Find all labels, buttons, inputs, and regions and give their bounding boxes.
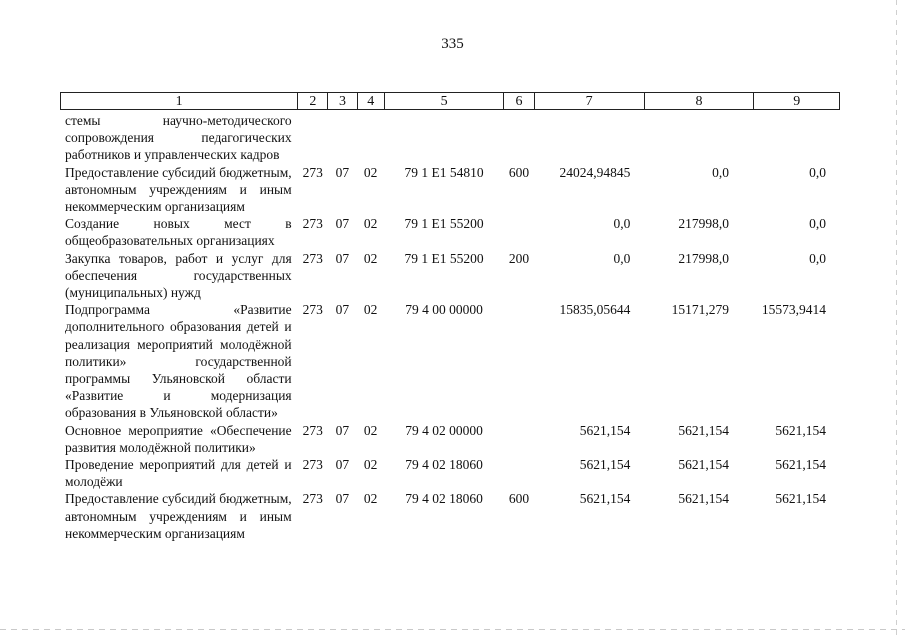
row-c7-cell: 15835,05644 xyxy=(559,302,631,318)
row-c8-cell: 0,0 xyxy=(712,164,729,180)
row-c4-cell: 02 xyxy=(363,216,378,232)
row-c2-cell: 273 xyxy=(302,164,323,180)
row-c6-cell xyxy=(504,456,534,490)
header-col-3: 3 xyxy=(328,93,357,109)
header-col-1: 1 xyxy=(61,93,298,109)
row-c7-cell: 0,0 xyxy=(613,250,631,266)
row-c4-cell: 02 xyxy=(363,250,378,266)
row-c9-cell: 15573,9414 xyxy=(761,302,826,318)
row-c4-cell xyxy=(357,112,384,164)
header-col-9: 9 xyxy=(793,94,801,109)
scan-edge-bottom xyxy=(0,629,905,630)
row-c4-cell: 02 xyxy=(363,422,378,438)
row-c7-cell: 5621,154 xyxy=(579,422,631,438)
header-col-4: 4 xyxy=(358,93,385,109)
table-row xyxy=(60,456,840,490)
row-c3-cell: 07 xyxy=(335,422,350,438)
row-c4-cell: 02 xyxy=(363,164,378,180)
row-c7-cell: 24024,94845 xyxy=(559,164,631,180)
row-c4-cell: 02 xyxy=(363,302,378,318)
row-c8-cell: 217998,0 xyxy=(678,250,729,266)
row-c8-cell xyxy=(644,112,755,164)
page-number: 335 xyxy=(441,36,464,52)
row-c4-cell: 02 xyxy=(363,457,378,473)
row-name-cell: Подпрограмма «Развитие дополнительного образования детей и реализация мероприятий молодёжной политики» государственной программы Ульяновской области «Развитие и модернизация образования в Ульяновской области» xyxy=(65,302,292,421)
header-col-5: 5 xyxy=(385,93,505,109)
table-row xyxy=(60,422,840,456)
row-c2-cell: 273 xyxy=(302,216,323,232)
header-col-6: 6 xyxy=(504,93,534,109)
row-c3-cell: 07 xyxy=(335,164,350,180)
row-name-cell: Основное мероприятие «Обеспечение развития молодёжной политики» xyxy=(65,422,292,455)
row-c8-cell: 5621,154 xyxy=(678,422,729,438)
row-c6-cell: 600 xyxy=(508,164,530,180)
row-c6-cell xyxy=(504,215,534,249)
row-c5-cell: 79 1 E1 55200 xyxy=(404,216,484,232)
row-c2-cell: 273 xyxy=(302,491,323,507)
row-c3-cell: 07 xyxy=(335,491,350,507)
table-row xyxy=(60,164,840,216)
row-c6-cell: 600 xyxy=(508,491,530,507)
row-c6-cell xyxy=(504,301,534,421)
row-c9-cell: 5621,154 xyxy=(775,457,826,473)
row-c2-cell xyxy=(298,112,328,164)
row-name-cell: Создание новых мест в общеобразовательных организациях xyxy=(65,216,292,249)
table-row xyxy=(60,112,840,164)
table-row xyxy=(60,250,840,302)
row-name-cell: Предоставление субсидий бюджетным, автономным учреждениям и иным некоммерческим организациям xyxy=(65,164,292,215)
row-c3-cell: 07 xyxy=(335,302,350,318)
row-c4-cell: 02 xyxy=(363,491,378,507)
scan-edge-right xyxy=(896,0,897,640)
header-col-7: 7 xyxy=(535,93,645,109)
row-name-cell: Закупка товаров, работ и услуг для обеспечения государственных (муниципальных) нужд xyxy=(65,250,292,301)
row-c8-cell: 5621,154 xyxy=(678,491,729,507)
row-name-cell: Предоставление субсидий бюджетным, автономным учреждениям и иным некоммерческим организациям xyxy=(65,491,292,541)
table-row xyxy=(60,301,840,421)
row-c6-cell xyxy=(504,112,534,164)
row-c3-cell xyxy=(328,112,357,164)
row-c9-cell: 5621,154 xyxy=(775,422,826,438)
row-c9-cell: 0,0 xyxy=(809,216,826,232)
header-col-8: 8 xyxy=(645,93,755,109)
row-c5-cell: 79 4 02 18060 xyxy=(405,457,483,473)
row-c5-cell: 79 1 E1 55200 xyxy=(404,250,484,266)
row-c6-cell xyxy=(504,422,534,456)
row-c8-cell: 15171,279 xyxy=(671,302,729,318)
row-c3-cell: 07 xyxy=(335,457,350,473)
row-c8-cell: 217998,0 xyxy=(678,216,729,232)
row-c9-cell xyxy=(755,112,840,164)
row-c2-cell: 273 xyxy=(302,302,323,318)
row-c3-cell: 07 xyxy=(335,216,350,232)
row-c7-cell: 0,0 xyxy=(613,216,631,232)
table-body xyxy=(60,112,840,542)
row-c5-cell xyxy=(384,112,504,164)
row-c9-cell: 0,0 xyxy=(809,250,826,266)
table-header xyxy=(60,92,840,110)
row-name-cell: стемы научно-методического сопровождения педагогических работников и управленческих кадров xyxy=(65,113,292,163)
row-c9-cell: 5621,154 xyxy=(775,491,826,507)
row-c6-cell: 200 xyxy=(508,250,530,266)
row-c7-cell: 5621,154 xyxy=(579,491,631,507)
table-row xyxy=(60,215,840,249)
table-row xyxy=(60,490,840,542)
row-c5-cell: 79 1 E1 54810 xyxy=(404,164,484,180)
row-c2-cell: 273 xyxy=(302,250,323,266)
header-col-2: 2 xyxy=(298,93,328,109)
row-c5-cell: 79 4 02 00000 xyxy=(405,422,483,438)
row-c8-cell: 5621,154 xyxy=(678,457,729,473)
row-c5-cell: 79 4 00 00000 xyxy=(405,302,483,318)
row-c3-cell: 07 xyxy=(335,250,350,266)
row-c7-cell xyxy=(534,112,644,164)
row-c5-cell: 79 4 02 18060 xyxy=(405,491,483,507)
row-name-cell: Проведение мероприятий для детей и молодёжи xyxy=(65,457,292,490)
row-c2-cell: 273 xyxy=(302,457,323,473)
row-c7-cell: 5621,154 xyxy=(579,457,631,473)
row-c2-cell: 273 xyxy=(302,422,323,438)
row-c9-cell: 0,0 xyxy=(809,164,826,180)
